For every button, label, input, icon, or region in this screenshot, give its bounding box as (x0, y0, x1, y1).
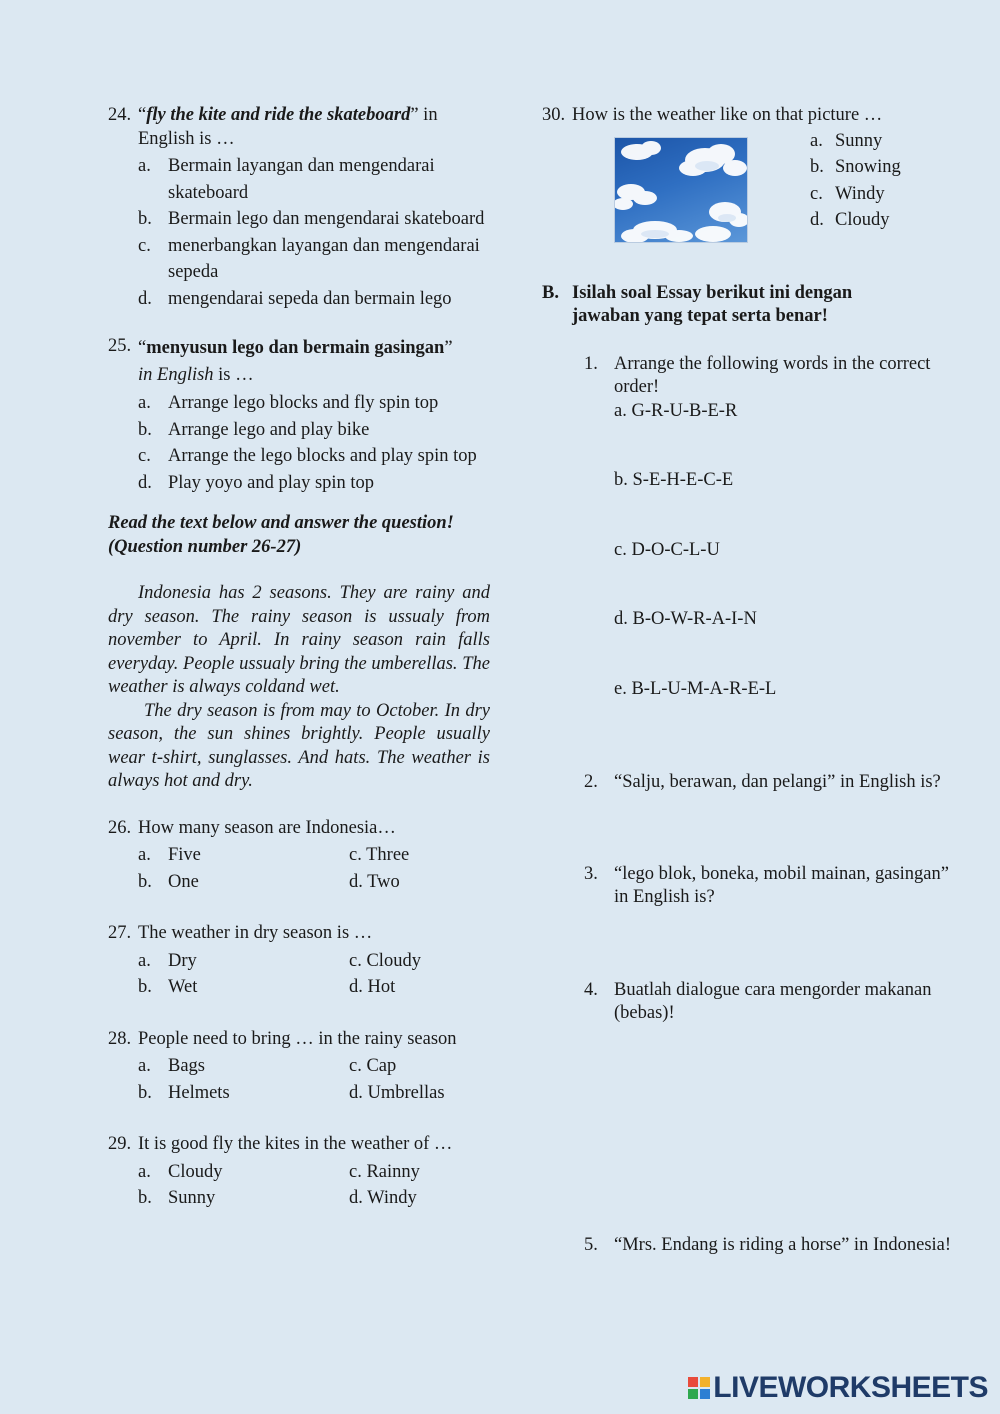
question-stem: “fly the kite and ride the skateboard” in English is … (138, 105, 438, 149)
question-26 (108, 817, 490, 841)
option-c: c. Rainny (349, 1161, 420, 1182)
option-a: a. Bags (138, 1056, 205, 1076)
option-d: d. Umbrellas (349, 1082, 445, 1103)
option-b: b. Snowing (810, 157, 901, 177)
essay-question: “Salju, berawan, dan pelangi” in English is? (614, 772, 941, 792)
option-b: b. One (138, 871, 199, 892)
option-d: d. Play yoyo and play spin top (138, 472, 375, 493)
question-stem: The weather in dry season is … (138, 923, 373, 943)
essay-question: Arrange the following words in the correct order! (614, 353, 931, 397)
question-24 (108, 104, 490, 151)
essay-question: “lego blok, boneka, mobil mainan, gasingan” in English is? (614, 863, 949, 907)
option-c: c. Three (349, 845, 410, 865)
option-b: b. Wet (138, 977, 198, 997)
option-d: d. Two (349, 871, 400, 892)
options-25 (108, 390, 490, 496)
essay-question: Buatlah dialogue cara mengorder makanan (bebas)! (614, 979, 932, 1023)
essay-3: 3. “lego blok, boneka, mobil mainan, gasingan” in English is? (542, 863, 952, 910)
option-d: d. Windy (349, 1188, 417, 1208)
scramble-e: e. B-L-U-M-A-R-E-L (614, 678, 777, 699)
left-column (108, 104, 490, 1212)
option-c: c. Arrange the lego blocks and play spin top (138, 446, 477, 466)
scramble-b: b. S-E-H-E-C-E (614, 470, 734, 490)
question-number: 28. (108, 1028, 132, 1049)
option-d: d. mengendarai sepeda dan bermain lego (138, 288, 452, 309)
question-stem: “menyusun lego dan bermain gasingan” in English is … (138, 338, 453, 385)
question-29 (108, 1133, 490, 1157)
question-stem: People need to bring … in the rainy season (138, 1028, 457, 1049)
option-a: a. Sunny (810, 130, 883, 151)
options-30 (810, 128, 952, 234)
question-number: 30. (542, 105, 566, 125)
question-stem: It is good fly the kites in the weather of … (138, 1134, 453, 1154)
question-number: 25. (108, 336, 132, 356)
passage-paragraph-1: Indonesia has 2 seasons. They are rainy and dry season. The rainy season is ussualy from november to April. In rainy season rain falls everyday. People ussualy bring the umberellas. The weather is always coldand wet. (108, 583, 490, 697)
essay-4: 4. Buatlah dialogue cara mengorder makanan (bebas)! (542, 979, 952, 1026)
reading-passage (108, 582, 490, 794)
scramble-c: c. D-O-C-L-U (614, 539, 720, 560)
option-b: b. Helmets (138, 1082, 230, 1103)
question-30 (542, 104, 952, 128)
liveworksheets-logo (688, 1371, 988, 1404)
cloud-icon (615, 138, 747, 242)
option-c: c. menerbangkan layangan dan mengendarai sepeda (138, 235, 480, 282)
option-b: b. Bermain lego dan mengendarai skateboard (138, 209, 485, 229)
scramble-a: a. G-R-U-B-E-R (614, 400, 738, 421)
option-b: b. Arrange lego and play bike (138, 419, 370, 440)
option-a: a. Dry (138, 950, 197, 971)
reading-instruction: Read the text below and answer the question! (Question number 26-27) (108, 513, 454, 557)
question-number: 26. (108, 817, 132, 838)
question-27 (108, 922, 490, 946)
question-number: 29. (108, 1134, 132, 1154)
essay-question: “Mrs. Endang is riding a horse” in Indonesia! (614, 1234, 952, 1255)
options-26 (108, 842, 490, 895)
essay-2: 2. “Salju, berawan, dan pelangi” in English is? (542, 771, 952, 795)
option-a: a. Arrange lego blocks and fly spin top (138, 393, 439, 413)
question-28 (108, 1028, 490, 1052)
option-a: a. Five (138, 845, 201, 865)
question-number: 24. (108, 105, 132, 125)
option-c: c. Windy (810, 183, 885, 204)
scramble-d: d. B-O-W-R-A-I-N (614, 609, 757, 629)
option-a: a. Bermain layangan dan mengendarai skateboard (138, 156, 435, 203)
option-c: c. Cloudy (349, 950, 421, 971)
right-column (542, 104, 952, 1257)
option-a: a. Cloudy (138, 1161, 223, 1182)
question-25 (108, 335, 490, 388)
passage-paragraph-2: The dry season is from may to October. In dry season, the sun shines brightly. People usually wear t-shirt, sunglasses. And hats. The weather is always hot and dry. (108, 700, 490, 791)
option-b: b. Sunny (138, 1188, 216, 1208)
brand-name: LIVEWORKSHEETS (713, 1371, 988, 1404)
option-c: c. Cap (349, 1056, 397, 1076)
option-d: d. Hot (349, 977, 396, 997)
question-stem: How is the weather like on that picture … (572, 105, 883, 125)
essay-5: 5. “Mrs. Endang is riding a horse” in Indonesia! (542, 1234, 952, 1258)
option-d: d. Cloudy (810, 210, 890, 230)
cloudy-sky-image (614, 137, 748, 243)
options-28 (108, 1053, 490, 1106)
essay-1: 1. Arrange the following words in the correct order! a. G-R-U-B-E-R b. S-E-H-E-C-E c. D-O-C-L-U d. B-O-W-R-A-I-N e. B-L-U-M-A-R-E-L (542, 353, 952, 702)
logo-squares-icon (688, 1377, 710, 1399)
options-24 (108, 153, 490, 312)
section-b-heading: B. Isilah soal Essay berikut ini dengan jawaban yang tepat serta benar! (542, 282, 853, 326)
options-27 (108, 948, 490, 1001)
question-number: 27. (108, 923, 132, 943)
options-29 (108, 1159, 490, 1212)
question-stem: How many season are Indonesia… (138, 817, 396, 838)
